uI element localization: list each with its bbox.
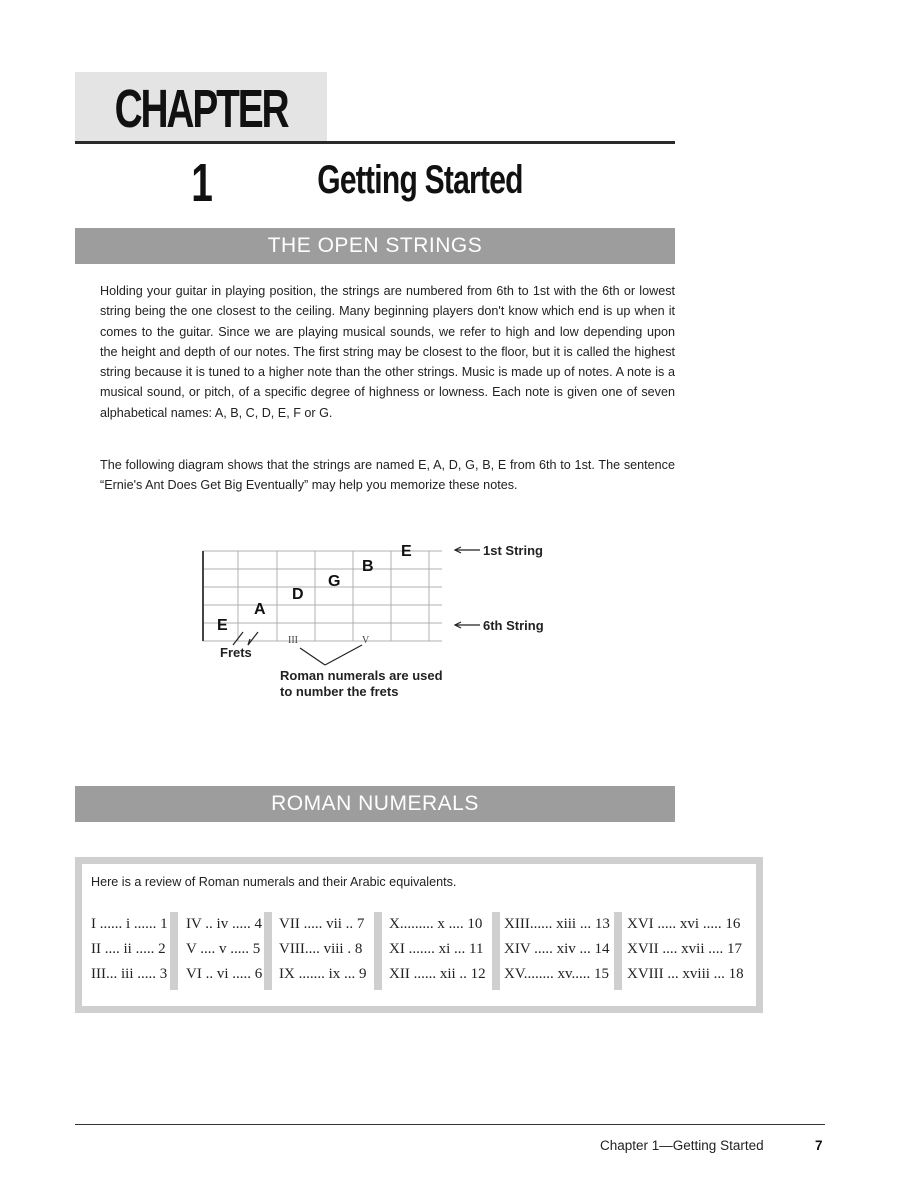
footer-rule [75,1124,825,1125]
fretboard-grid [203,551,442,641]
section-heading-open-strings [75,228,675,264]
roman-entry: VI .. vi ..... 6 [186,966,263,982]
roman-column-4 [389,912,486,987]
note-3rd-string: G [328,573,341,590]
note-2nd-string: B [362,558,374,575]
page-number: 7 [815,1138,823,1153]
section-heading-roman-numerals [75,786,675,822]
roman-entry: VIII.... viii . 8 [279,941,363,957]
roman-column-6 [627,912,744,987]
chapter-title: Getting Started [317,158,523,202]
note-4th-string: D [292,586,304,603]
fretboard-diagram [190,535,590,715]
roman-column-separator [264,912,272,990]
roman-entry: IV .. iv ..... 4 [186,916,262,932]
roman-entry: XVIII ... xviii ... 18 [627,966,744,982]
section-heading-label: ROMAN NUMERALS [271,792,479,815]
roman-entry: XI ....... xi ... 11 [389,941,484,957]
roman-entry: V .... v ..... 5 [186,941,261,957]
roman-table-intro: Here is a review of Roman numerals and their Arabic equivalents. [91,875,457,889]
roman-entry: XIII...... xiii ... 13 [504,916,610,932]
paragraph-open-strings-1: Holding your guitar in playing position, the strings are numbered from 6th to 1st with the 6th or lowest string being the one closest to the ceiling. Many beginning players don't know which end is up when it comes to the guitar. Since we are playing musical sounds, we refer to high and low depending upon the height and depth of our notes. The first string may be closest to the floor, but it is called the highest string because it is tuned to a higher note than the other strings. Music is made up of notes. A note is a musical sound, or pitch, of a specific degree of highness or lowness. Each note is given one of seven alphabetical names: A, B, C, D, E, F or G. [100,284,675,420]
roman-column-separator [614,912,622,990]
roman-column-separator [170,912,178,990]
first-string-label: 1st String [483,543,543,558]
roman-entry: VII ..... vii .. 7 [279,916,365,932]
roman-column-separator [492,912,500,990]
roman-entry: XVII .... xvii .... 17 [627,941,742,957]
roman-entry: XV........ xv..... 15 [504,966,610,982]
roman-column-5 [504,912,610,987]
sixth-string-label: 6th String [483,618,544,633]
fret-marker-iii: III [288,635,298,646]
roman-column-2 [186,912,262,987]
chapter-rule [75,141,675,144]
chapter-label: CHAPTER 1 [114,79,288,213]
roman-entry: IX ....... ix ... 9 [279,966,367,982]
roman-entry: I ...... i ...... 1 [91,916,168,932]
roman-entry: X......... x .... 10 [389,916,483,932]
roman-entry: XVI ..... xvi ..... 16 [627,916,741,932]
roman-entry: II .... ii ..... 2 [91,941,166,957]
footer-running-title: Chapter 1—Getting Started [600,1138,764,1153]
roman-caption-line1: Roman numerals are used [280,668,443,683]
roman-column-separator [374,912,382,990]
section-heading-label: THE OPEN STRINGS [267,234,483,257]
roman-column-3 [279,912,367,987]
roman-entry: III... iii ..... 3 [91,966,168,982]
frets-label: Frets [220,645,252,660]
roman-entry: XII ...... xii .. 12 [389,966,486,982]
paragraph-open-strings-2: The following diagram shows that the strings are named E, A, D, G, B, E from 6th to 1st. The sentence “Ernie's Ant Does Get Big Eventually” may help you memorize these notes. [100,458,675,493]
roman-column-1 [91,912,168,987]
roman-caption-line2: to number the frets [280,684,399,699]
note-5th-string: A [254,601,266,618]
note-6th-string: E [217,617,228,634]
note-1st-string: E [401,543,412,560]
roman-entry: XIV ..... xiv ... 14 [504,941,610,957]
fret-marker-v: V [362,635,370,646]
